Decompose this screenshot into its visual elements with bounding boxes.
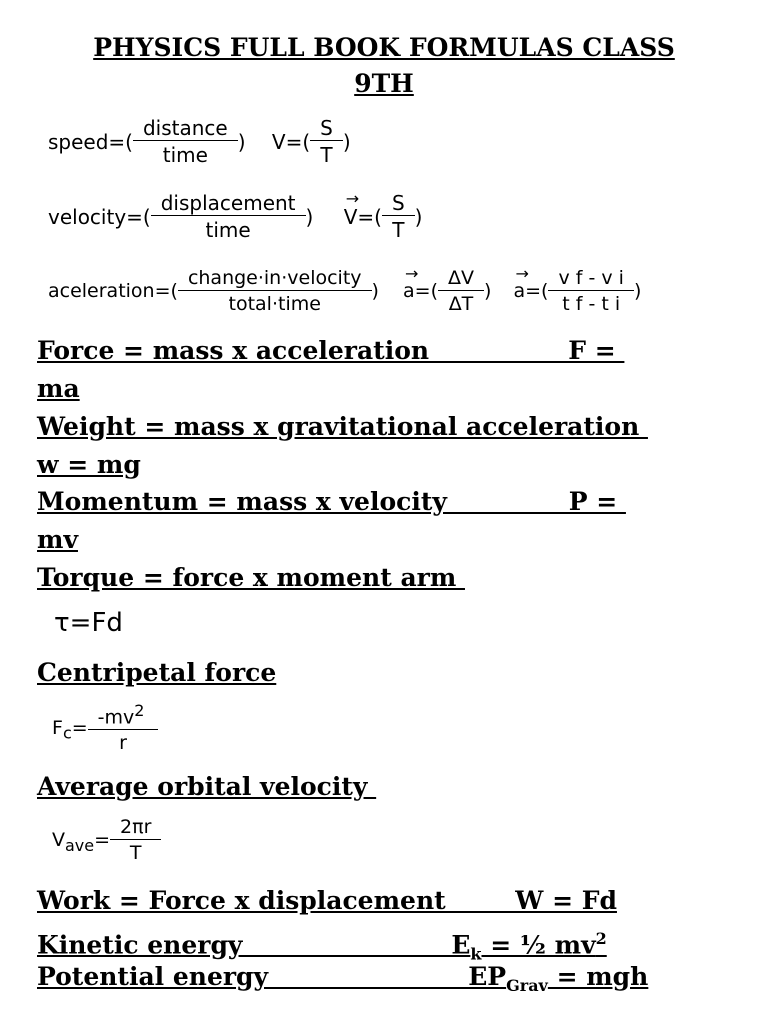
speed-formula: speed=( $\frac{\text{distance}}{\text{time}}$ ) V=( $\frac{S}{T}$ ) bbox=[48, 116, 351, 167]
centripetal-heading: Centripetal force bbox=[37, 658, 277, 687]
weight-line-1: Weight = mass x gravitational acceleration bbox=[37, 412, 648, 441]
vector-v: V → bbox=[344, 207, 358, 227]
momentum-line-2: mv bbox=[37, 525, 78, 554]
orbital-heading: Average orbital velocity bbox=[37, 772, 377, 801]
centripetal-formula: $F_c=$ $\frac{-mv^2}{r}$ bbox=[52, 703, 158, 753]
work-line: Work = Force x displacement W = Fd bbox=[37, 886, 617, 915]
title-line-2: 9TH bbox=[354, 69, 414, 98]
acceleration-formula: aceleration=( $\frac{\text{change·in·velocity}}{\text{total·time}}$ ) a →=( $\frac{\Delta V}{\Delta T}$ ) a →=( $\frac{\text{v f - v i}}{\text{t f - t i}}$ ) bbox=[48, 269, 641, 314]
potential-energy-line: Potential energy $EP_{Grav}$ = mgh bbox=[37, 962, 649, 995]
orbital-formula: $V_{ave}=$ $\frac{2\pi r}{T}$ bbox=[52, 818, 161, 863]
speed-fraction: $\frac{\text{distance}}{\text{time}}$ bbox=[133, 118, 238, 165]
weight-line-2: w = mg bbox=[37, 450, 141, 479]
velocity-formula: velocity=( $\frac{\text{displacement}}{\text{time}}$ ) V →=( $\frac{S}{T}$ ) bbox=[48, 193, 422, 240]
force-line-2: ma bbox=[37, 374, 80, 403]
kinetic-energy-line: Kinetic energy $E_k$ = ½ $mv^2$ bbox=[37, 929, 607, 964]
momentum-line-1: Momentum = mass x velocity P = bbox=[37, 487, 626, 516]
force-line-1: Force = mass x acceleration F = bbox=[37, 336, 625, 365]
torque-line: Torque = force x moment arm bbox=[37, 563, 465, 592]
page-title bbox=[40, 30, 728, 102]
torque-formula: τ=Fd bbox=[54, 608, 123, 638]
title-line-1: PHYSICS FULL BOOK FORMULAS CLASS bbox=[93, 33, 675, 62]
